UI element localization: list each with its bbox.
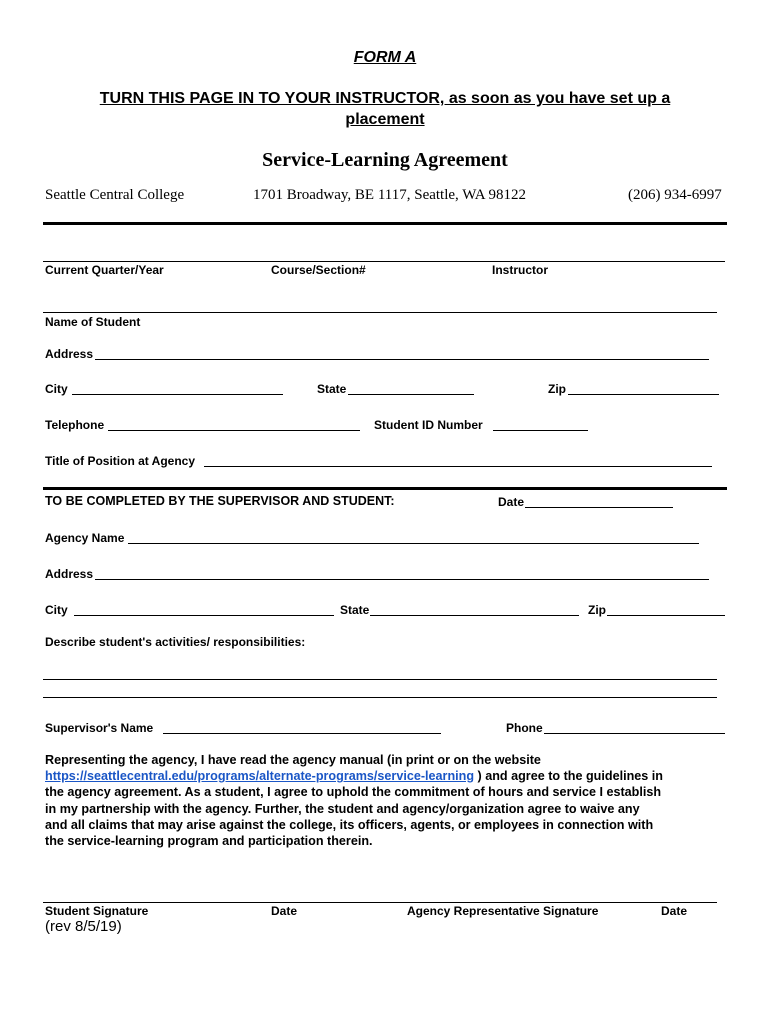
student-state-field[interactable] bbox=[348, 381, 474, 395]
agreement-line-2 bbox=[45, 768, 733, 784]
supervisor-section-heading: TO BE COMPLETED BY THE SUPERVISOR AND STUDENT: bbox=[45, 494, 395, 508]
agency-city-label: City bbox=[45, 603, 68, 617]
college-address: 1701 Broadway, BE 1117, Seattle, WA 98122 bbox=[253, 187, 527, 203]
agreement-paragraph bbox=[45, 752, 733, 849]
supervisor-date-field[interactable] bbox=[525, 494, 673, 508]
agency-address-label: Address bbox=[45, 567, 94, 581]
signature-line[interactable] bbox=[43, 902, 717, 903]
college-name: Seattle Central College bbox=[45, 187, 185, 203]
instruction-line-1: TURN THIS PAGE IN TO YOUR INSTRUCTOR, as soon as you have set up a bbox=[99, 90, 671, 107]
student-address-label: Address bbox=[45, 347, 94, 361]
instruction-line-2: placement bbox=[345, 111, 425, 128]
student-signature-label: Student Signature bbox=[45, 904, 149, 918]
instructor-label: Instructor bbox=[492, 263, 549, 277]
student-city-field[interactable] bbox=[72, 381, 283, 395]
agency-address-field[interactable] bbox=[95, 566, 709, 580]
agency-rep-date-label: Date bbox=[661, 904, 688, 918]
course-section-label: Course/Section# bbox=[271, 263, 366, 277]
agency-rep-signature-label: Agency Representative Signature bbox=[407, 904, 599, 918]
position-title-field[interactable] bbox=[204, 453, 712, 467]
agreement-line-3: the agency agreement. As a student, I agree to uphold the commitment of hours and service I establish bbox=[45, 785, 662, 800]
activities-line-2[interactable] bbox=[43, 697, 717, 698]
position-title-label: Title of Position at Agency bbox=[45, 454, 196, 468]
supervisor-divider bbox=[43, 487, 727, 490]
student-zip-label: Zip bbox=[548, 382, 566, 396]
agreement-line-6: the service-learning program and participation therein. bbox=[45, 834, 373, 849]
telephone-field[interactable] bbox=[108, 417, 360, 431]
agreement-line-2-rest: ) and agree to the guidelines in bbox=[477, 769, 663, 784]
student-city-label: City bbox=[45, 382, 68, 396]
student-id-field[interactable] bbox=[493, 417, 588, 431]
service-learning-link[interactable]: https://seattlecentral.edu/programs/alternate-programs/service-learning bbox=[45, 769, 475, 784]
form-id: FORM A bbox=[353, 49, 417, 66]
supervisor-date-label: Date bbox=[498, 495, 525, 509]
student-zip-field[interactable] bbox=[568, 381, 719, 395]
college-phone: (206) 934-6997 bbox=[628, 187, 722, 203]
student-signature-date-label: Date bbox=[271, 904, 298, 918]
agreement-line-1: Representing the agency, I have read the agency manual (in print or on the website bbox=[45, 753, 541, 767]
agency-name-field[interactable] bbox=[128, 530, 699, 544]
student-name-line[interactable] bbox=[43, 312, 717, 313]
student-state-label: State bbox=[317, 382, 347, 396]
agreement-line-4: in my partnership with the agency. Further, the student and agency/organization agree to waive any bbox=[45, 801, 640, 816]
supervisor-name-field[interactable] bbox=[163, 720, 441, 734]
current-quarter-label: Current Quarter/Year bbox=[45, 263, 164, 277]
student-address-field[interactable] bbox=[95, 346, 709, 360]
agency-zip-label: Zip bbox=[588, 603, 606, 617]
agency-zip-field[interactable] bbox=[607, 602, 725, 616]
supervisor-phone-field[interactable] bbox=[544, 720, 725, 734]
telephone-label: Telephone bbox=[45, 418, 105, 432]
course-row-line[interactable] bbox=[43, 261, 725, 262]
activities-label: Describe student's activities/ responsibilities: bbox=[45, 635, 306, 649]
supervisor-phone-label: Phone bbox=[506, 721, 543, 735]
revision-note: (rev 8/5/19) bbox=[45, 918, 122, 935]
agency-state-field[interactable] bbox=[370, 602, 579, 616]
page-title: Service-Learning Agreement bbox=[262, 149, 508, 171]
supervisor-name-label: Supervisor's Name bbox=[45, 721, 154, 735]
agreement-line-5: and all claims that may arise against the college, its officers, agents, or employees in connection with bbox=[45, 817, 654, 832]
student-id-label: Student ID Number bbox=[374, 418, 483, 432]
agency-state-label: State bbox=[340, 603, 370, 617]
student-name-label: Name of Student bbox=[45, 315, 141, 329]
agency-name-label: Agency Name bbox=[45, 531, 125, 545]
header-divider bbox=[43, 222, 727, 225]
agency-city-field[interactable] bbox=[74, 602, 334, 616]
activities-line-1[interactable] bbox=[43, 679, 717, 680]
